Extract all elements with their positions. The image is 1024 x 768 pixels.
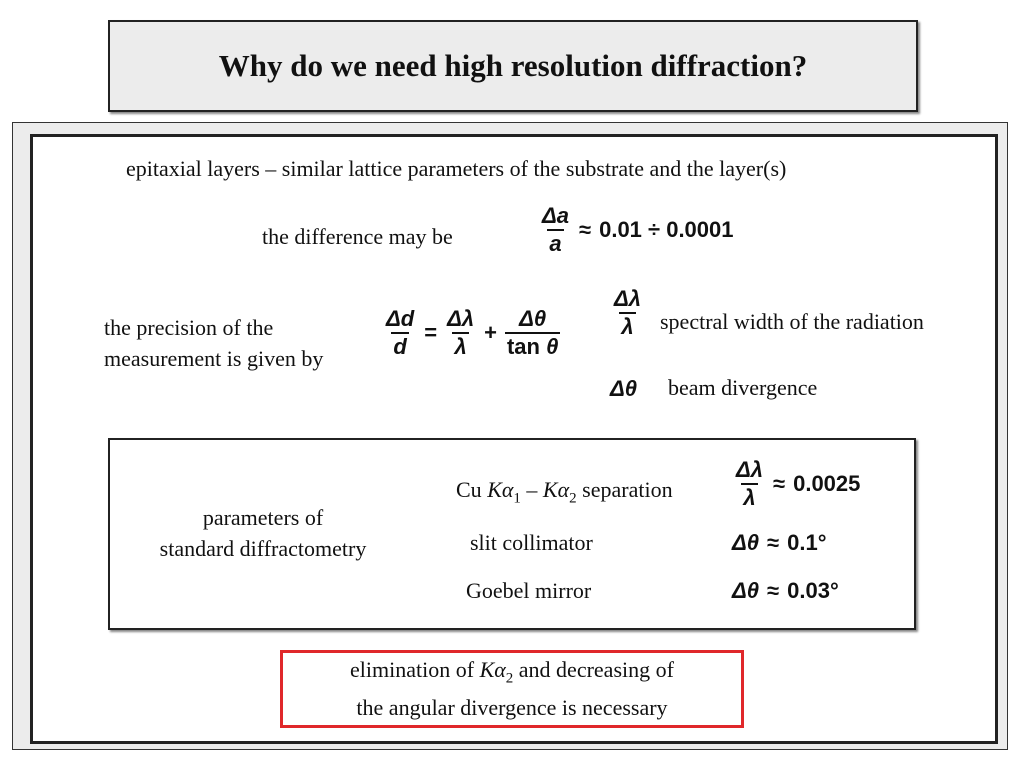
conclusion-box <box>280 650 744 728</box>
precision-formula: $\frac{\Delta d}{d}$ = $\frac{\Delta\lambda}{\lambda}$ + $\frac{\Delta\theta}{\text{tan θ}}$ <box>386 306 559 360</box>
conclusion-line1: elimination of $K\alpha_2$ and decreasing of <box>350 656 674 687</box>
slit-collimator-value: 0.1° <box>787 530 827 555</box>
spectral-symbol: $\frac{\Delta\lambda}{\lambda}$ <box>614 286 642 340</box>
goebel-mirror-formula: Δθ ≈ 0.03° <box>732 578 839 603</box>
parameters-label-line1: parameters of <box>202 505 324 530</box>
slit-collimator-label: slit collimator <box>470 530 593 555</box>
beam-label: beam divergence <box>668 375 818 400</box>
cu-separation-label: Cu $K\alpha_1 - K\alpha_2$ separation <box>456 477 673 507</box>
title-box <box>108 20 918 112</box>
slit-collimator-formula: Δθ ≈ 0.1° <box>732 530 827 555</box>
spectral-label: spectral width of the radiation <box>660 309 924 334</box>
delta-theta-over-tan-theta: $\frac{\Delta\theta}{\text{tan θ}}$ <box>506 306 559 360</box>
conclusion-line2: the angular divergence is necessary <box>356 695 668 721</box>
intro-text: epitaxial layers – similar lattice parameters of the substrate and the layer(s) <box>126 156 787 181</box>
page-title: Why do we need high resolution diffraction? <box>218 48 808 83</box>
goebel-mirror-label: Goebel mirror <box>466 578 592 603</box>
cu-separation-value: 0.0025 <box>793 471 861 497</box>
delta-lambda-over-lambda: $\frac{\Delta\lambda}{\lambda}$ <box>447 306 475 360</box>
precision-label-line2: measurement is given by <box>104 346 324 371</box>
beam-symbol: Δθ <box>610 376 638 401</box>
delta-a-over-a: $\frac{\Delta a}{a}$ <box>542 203 570 257</box>
goebel-mirror-value: 0.03° <box>787 578 839 603</box>
precision-label-line1: the precision of the <box>104 315 274 340</box>
difference-label: the difference may be <box>262 224 453 249</box>
difference-value: 0.01 ÷ 0.0001 <box>599 217 734 243</box>
cu-separation-formula: $\frac{\Delta\lambda}{\lambda}$ ≈ 0.0025 <box>736 457 861 511</box>
precision-label <box>104 312 323 374</box>
delta-d-over-d: $\frac{\Delta d}{d}$ <box>386 306 415 360</box>
parameters-label-line2: standard diffractometry <box>159 536 367 561</box>
difference-formula: $\frac{\Delta a}{a}$ ≈ 0.01 ÷ 0.0001 <box>542 203 734 257</box>
parameters-label <box>108 502 418 564</box>
